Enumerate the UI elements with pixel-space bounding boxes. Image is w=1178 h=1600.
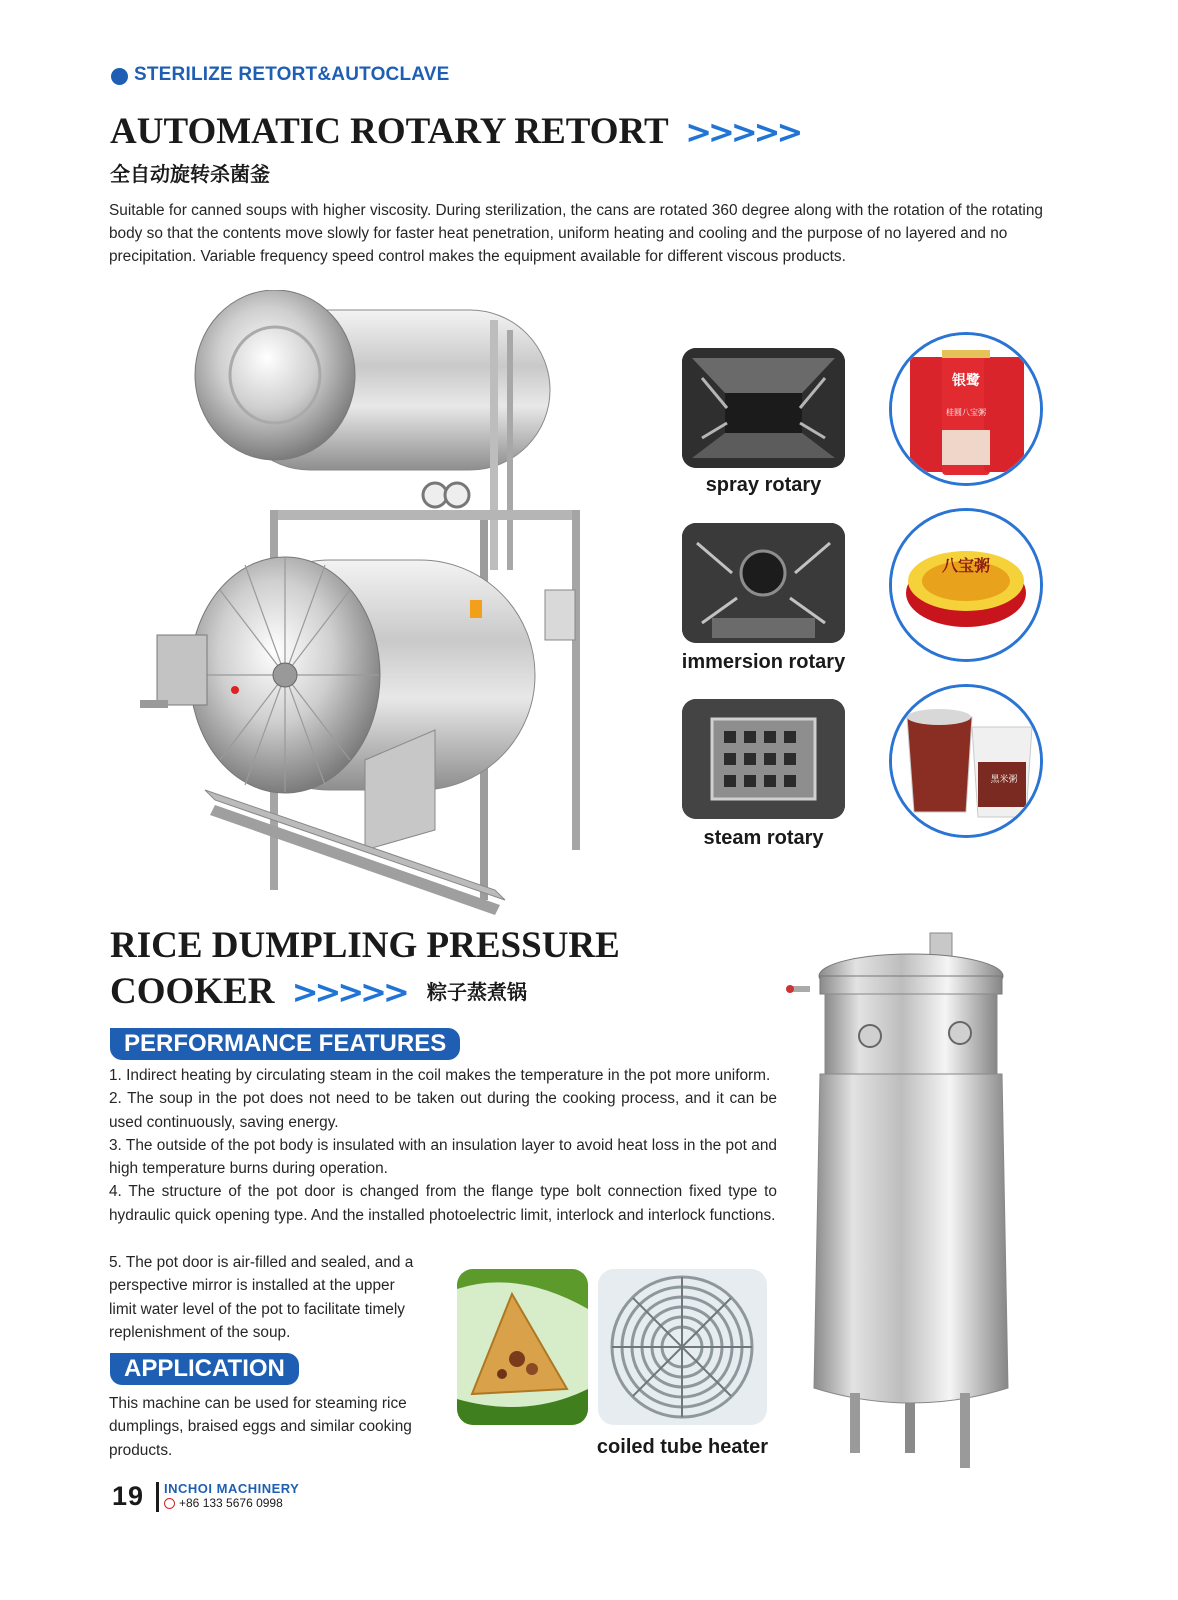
cooker-title-text: COOKER [110, 971, 275, 1012]
features-list [109, 1064, 777, 1227]
application-header: APPLICATION [110, 1353, 299, 1385]
retort-title [110, 110, 799, 153]
bowl-label-text: 八宝粥 [941, 556, 991, 575]
immersion-rotary-image [682, 523, 845, 643]
cooker-title-line2 [110, 970, 527, 1013]
cooker-title-cn: 粽子蒸煮锅 [427, 980, 528, 1004]
can-brand-text: 银鹭 [952, 373, 980, 389]
cup-porridge-image [889, 684, 1043, 838]
application-text: This machine can be used for steaming rice dumplings, braised eggs and similar cooking products. [109, 1395, 412, 1459]
spray-rotary-image [682, 348, 845, 468]
can-product-text: 桂圆八宝粥 [946, 408, 986, 417]
mode-caption: steam rotary [703, 827, 824, 849]
cooker-title-line1: RICE DUMPLING PRESSURE [110, 925, 620, 966]
steam-rotary-image [682, 699, 845, 819]
page-number: 19 [112, 1481, 145, 1511]
rice-dumpling-image [457, 1269, 588, 1425]
pressure-cooker-image [780, 928, 1042, 1478]
mode-caption: spray rotary [705, 474, 822, 496]
retort-description: Suitable for canned soups with higher viscosity. During sterilization, the cans are rotated 360 degree along with the rotation of the rotating body so that the contents move slowly for faster heat penetration, uniform heating and cooling and the purpose of no layered and no precipitation. Variable frequency speed control makes the equipment available for different viscous products. [109, 202, 1043, 265]
feature-item: 1. Indirect heating by circulating steam in the coil makes the temperature in the pot more uniform. [109, 1067, 771, 1084]
retort-title-text: AUTOMATIC ROTARY RETORT [110, 111, 668, 152]
mode-caption: immersion rotary [681, 651, 846, 673]
section-bullet-icon [111, 68, 128, 85]
cup-label-text: 黑米粥 [990, 775, 1018, 785]
phone-icon [164, 1498, 175, 1509]
feature-item: 2. The soup in the pot does not need to be taken out during the cooking process, and it can be used continuously, saving energy. [109, 1090, 777, 1131]
coiled-tube-heater-image [598, 1269, 767, 1425]
footer-divider [156, 1482, 159, 1512]
feature-item: 3. The outside of the pot body is insulated with an insulation layer to avoid heat loss in the pot and high temperature burns during operation. [109, 1136, 777, 1178]
brand-name: INCHOI MACHINERY [164, 1481, 300, 1496]
feature-item: 5. The pot door is air-filled and sealed, and a perspective mirror is installed at the upper limit water level of the pot to facilitate timely replenishment of the soup. [109, 1254, 414, 1341]
bowl-porridge-image [889, 508, 1043, 662]
phone-number [164, 1496, 283, 1510]
retort-title-cn: 全自动旋转杀菌釜 [110, 162, 270, 186]
retort-arrows-icon: >>>>> [685, 113, 800, 151]
feature-item: 4. The structure of the pot door is changed from the flange type bolt connection fixed type to hydraulic quick opening type. And the installed photoelectric limit, interlock and interlock functions. [109, 1183, 777, 1224]
rotary-retort-image [135, 290, 635, 915]
section-tag: STERILIZE RETORT&AUTOCLAVE [134, 64, 450, 85]
heater-caption: coiled tube heater [596, 1436, 769, 1458]
phone-text: +86 133 5676 0998 [179, 1496, 283, 1510]
cooker-arrows-icon: >>>>> [291, 973, 406, 1011]
features-header: PERFORMANCE FEATURES [110, 1028, 460, 1060]
canned-porridge-image [889, 332, 1043, 486]
